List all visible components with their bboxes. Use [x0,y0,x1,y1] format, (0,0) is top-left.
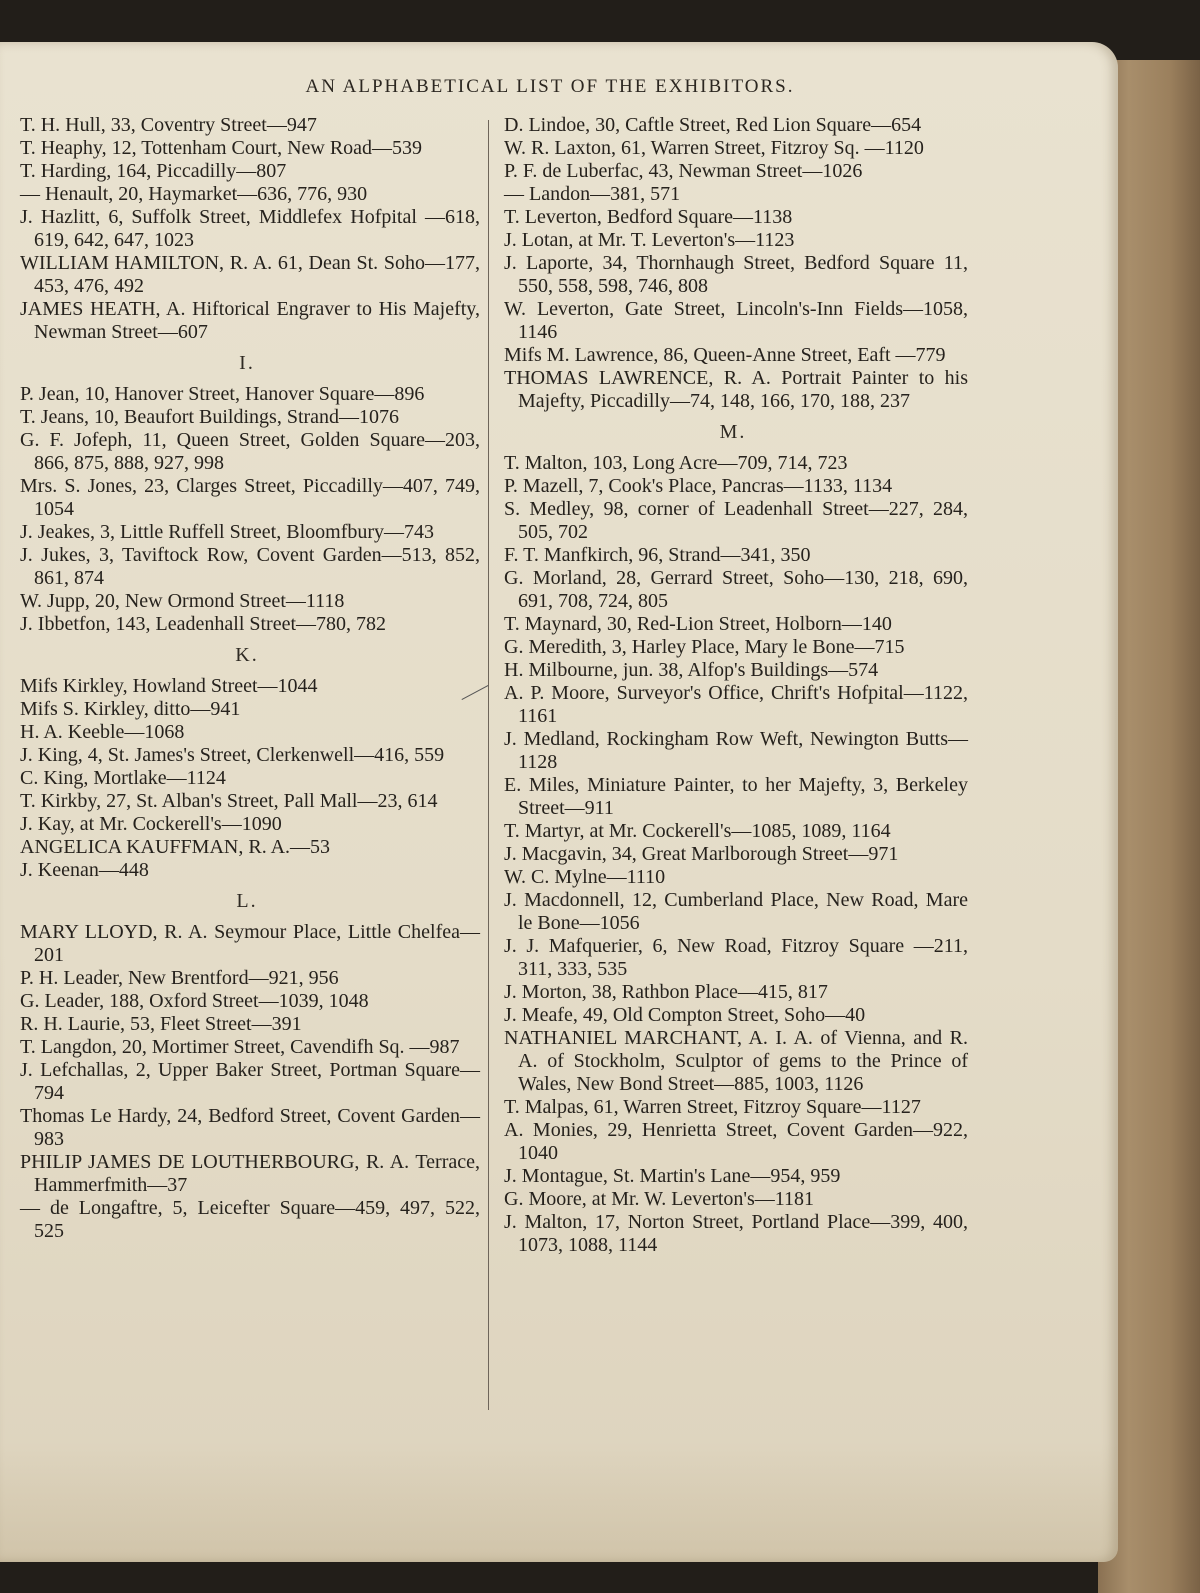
exhibitor-entry: C. King, Mortlake—1124 [20,767,226,789]
section-heading: K. [235,644,259,666]
exhibitor-entry: E. Miles, Miniature Painter, to her Majefty, 3, Berkeley Street—911 [504,774,968,819]
column-rule [488,120,489,1410]
exhibitor-entry: G. Morland, 28, Gerrard Street, Soho—130, 218, 690, 691, 708, 724, 805 [504,567,968,612]
exhibitor-entry: P. H. Leader, New Brentford—921, 956 [20,967,339,989]
exhibitor-entry: J. Hazlitt, 6, Suffolk Street, Middlefex Hofpital —618, 619, 642, 647, 1023 [20,206,480,251]
exhibitor-entry: G. Leader, 188, Oxford Street—1039, 1048 [20,990,369,1012]
exhibitor-entry: J. Lefchallas, 2, Upper Baker Street, Portman Square—794 [20,1059,480,1104]
exhibitor-entry: J. Macgavin, 34, Great Marlborough Street—971 [504,843,899,865]
exhibitor-entry: W. C. Mylne—1110 [504,866,666,888]
exhibitor-entry: Mifs S. Kirkley, ditto—941 [20,698,241,720]
exhibitor-entry: — Landon—381, 571 [504,183,681,205]
exhibitor-entry: ANGELICA KAUFFMAN, R. A.—53 [20,836,331,858]
right-column [498,114,968,1257]
exhibitor-entry: T. Malpas, 61, Warren Street, Fitzroy Square—1127 [504,1096,921,1118]
exhibitor-entry: P. Jean, 10, Hanover Street, Hanover Square—896 [20,383,425,405]
exhibitor-entry: THOMAS LAWRENCE, R. A. Portrait Painter to his Majefty, Piccadilly—74, 148, 166, 170, 188, 237 [504,367,968,412]
exhibitor-entry: T. Langdon, 20, Mortimer Street, Cavendifh Sq. —987 [20,1036,460,1058]
exhibitor-entry: J. Jukes, 3, Taviftock Row, Covent Garden—513, 852, 861, 874 [20,544,480,589]
exhibitor-entry: J. Jeakes, 3, Little Ruffell Street, Bloomfbury—743 [20,521,435,543]
exhibitor-entry: — Henault, 20, Haymarket—636, 776, 930 [20,183,368,205]
exhibitor-entry: J. Laporte, 34, Thornhaugh Street, Bedford Square 11, 550, 558, 598, 746, 808 [504,252,968,297]
exhibitor-entry: Mifs Kirkley, Howland Street—1044 [20,675,318,697]
exhibitor-entry: J. Ibbetfon, 143, Leadenhall Street—780, 782 [20,613,387,635]
exhibitor-entry: — de Longaftre, 5, Leicefter Square—459, 497, 522, 525 [20,1197,480,1242]
exhibitor-entry: T. Jeans, 10, Beaufort Buildings, Strand—1076 [20,406,400,428]
exhibitor-entry: J. Montague, St. Martin's Lane—954, 959 [504,1165,841,1187]
exhibitor-entry: H. Milbourne, jun. 38, Alfop's Buildings—574 [504,659,879,681]
exhibitor-entry: R. H. Laurie, 53, Fleet Street—391 [20,1013,302,1035]
exhibitor-entry: WILLIAM HAMILTON, R. A. 61, Dean St. Soho—177, 453, 476, 492 [20,252,480,297]
exhibitor-entry: T. Leverton, Bedford Square—1138 [504,206,793,228]
exhibitor-entry: Mifs M. Lawrence, 86, Queen-Anne Street, Eaft —779 [504,344,946,366]
exhibitor-entry: J. Morton, 38, Rathbon Place—415, 817 [504,981,828,1003]
exhibitor-entry: D. Lindoe, 30, Caftle Street, Red Lion Square—654 [504,114,922,136]
exhibitor-entry: H. A. Keeble—1068 [20,721,185,743]
exhibitor-entry: J. Keenan—448 [20,859,149,881]
exhibitor-entry: J. King, 4, St. James's Street, Clerkenwell—416, 559 [20,744,445,766]
exhibitor-entry: W. Leverton, Gate Street, Lincoln's-Inn Fields—1058, 1146 [504,298,968,343]
exhibitor-entry: A. P. Moore, Surveyor's Office, Chrift's Hofpital—1122, 1161 [504,682,968,727]
exhibitor-entry: T. Martyr, at Mr. Cockerell's—1085, 1089, 1164 [504,820,891,842]
exhibitor-entry: J. Kay, at Mr. Cockerell's—1090 [20,813,282,835]
exhibitor-entry: J. Lotan, at Mr. T. Leverton's—1123 [504,229,795,251]
exhibitor-entry: J. Medland, Rockingham Row Weft, Newington Butts—1128 [504,728,968,773]
exhibitor-entry: G. Moore, at Mr. W. Leverton's—1181 [504,1188,815,1210]
page [0,42,1118,1562]
exhibitor-entry: T. Heaphy, 12, Tottenham Court, New Road—539 [20,137,423,159]
exhibitor-entry: J. Macdonnell, 12, Cumberland Place, New Road, Mare le Bone—1056 [504,889,968,934]
left-column [14,114,480,1243]
section-heading: I. [239,352,255,374]
exhibitor-entry: J. J. Mafquerier, 6, New Road, Fitzroy Square —211, 311, 333, 535 [504,935,968,980]
exhibitor-entry: T. H. Hull, 33, Coventry Street—947 [20,114,317,136]
exhibitor-entry: PHILIP JAMES DE LOUTHERBOURG, R. A. Terrace, Hammerfmith—37 [20,1151,480,1196]
exhibitor-entry: T. Harding, 164, Piccadilly—807 [20,160,287,182]
section-heading: M. [719,421,747,443]
exhibitor-entry: G. Meredith, 3, Harley Place, Mary le Bone—715 [504,636,905,658]
exhibitor-entry: W. Jupp, 20, New Ormond Street—1118 [20,590,345,612]
exhibitor-entry: J. Malton, 17, Norton Street, Portland Place—399, 400, 1073, 1088, 1144 [504,1211,968,1256]
exhibitor-entry: P. F. de Luberfac, 43, Newman Street—1026 [504,160,863,182]
exhibitor-entry: JAMES HEATH, A. Hiftorical Engraver to His Majefty, Newman Street—607 [20,298,480,343]
exhibitor-entry: T. Kirkby, 27, St. Alban's Street, Pall Mall—23, 614 [20,790,438,812]
exhibitor-entry: Thomas Le Hardy, 24, Bedford Street, Covent Garden—983 [20,1105,480,1150]
page-header: AN ALPHABETICAL LIST OF THE EXHIBITORS. [305,76,795,97]
exhibitor-entry: MARY LLOYD, R. A. Seymour Place, Little Chelfea—201 [20,921,480,966]
exhibitor-entry: W. R. Laxton, 61, Warren Street, Fitzroy Sq. —1120 [504,137,924,159]
exhibitor-entry: NATHANIEL MARCHANT, A. I. A. of Vienna, and R. A. of Stockholm, Sculptor of gems to the Prince of Wales, New Bond Street—885, 1003, 1126 [504,1027,968,1095]
exhibitor-entry: S. Medley, 98, corner of Leadenhall Street—227, 284, 505, 702 [504,498,968,543]
exhibitor-entry: Mrs. S. Jones, 23, Clarges Street, Piccadilly—407, 749, 1054 [20,475,480,520]
exhibitor-entry: T. Malton, 103, Long Acre—709, 714, 723 [504,452,848,474]
exhibitor-entry: J. Meafe, 49, Old Compton Street, Soho—40 [504,1004,866,1026]
exhibitor-entry: A. Monies, 29, Henrietta Street, Covent Garden—922, 1040 [504,1119,968,1164]
exhibitor-entry: G. F. Jofeph, 11, Queen Street, Golden Square—203, 866, 875, 888, 927, 998 [20,429,480,474]
exhibitor-entry: P. Mazell, 7, Cook's Place, Pancras—1133, 1134 [504,475,893,497]
section-heading: L. [236,890,258,912]
exhibitor-entry: T. Maynard, 30, Red-Lion Street, Holborn—140 [504,613,892,635]
exhibitor-entry: F. T. Manfkirch, 96, Strand—341, 350 [504,544,811,566]
